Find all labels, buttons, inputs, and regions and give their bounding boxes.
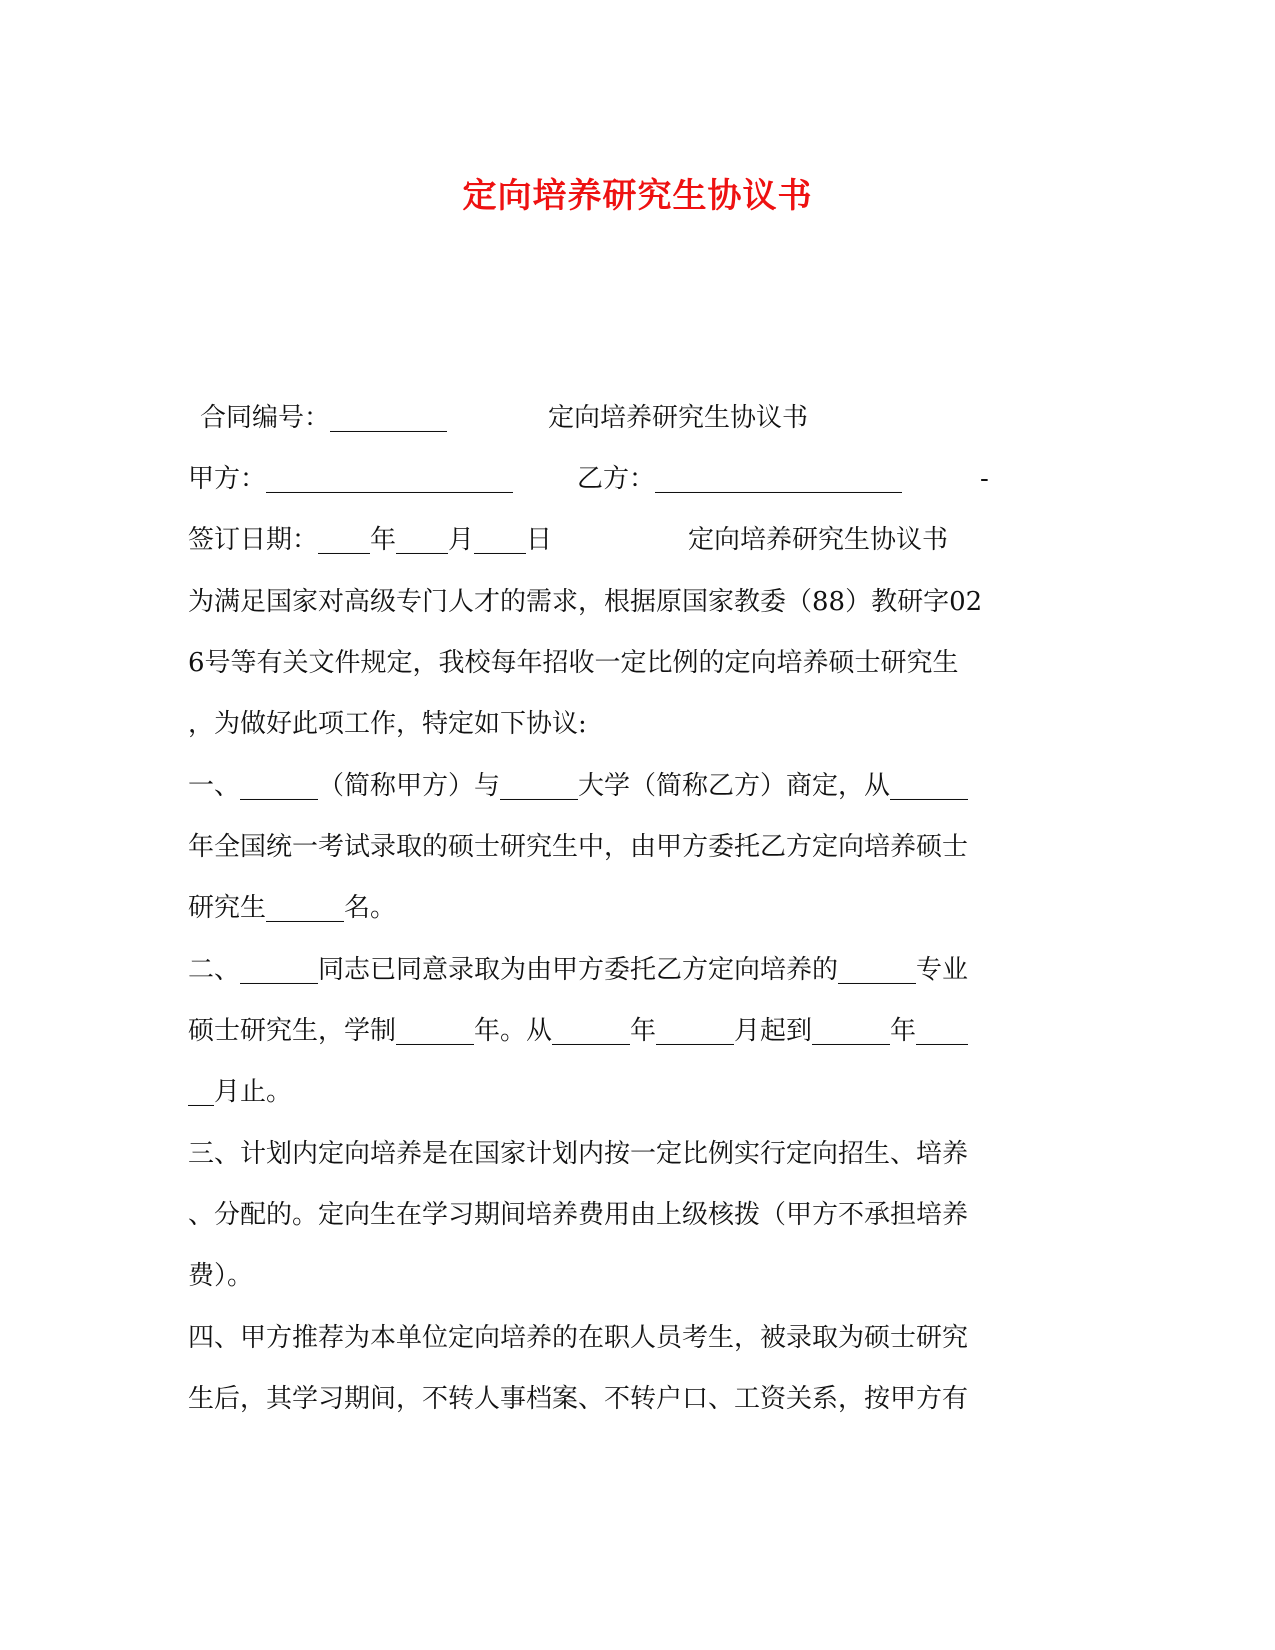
body-line: 6号等有关文件规定，我校每年招收一定比例的定向培养硕士研究生 [188, 648, 959, 678]
body-line: 二、______同志已同意录取为由甲方委托乙方定向培养的______专业 [188, 955, 969, 985]
body-line: 年全国统一考试录取的硕士研究生中，由甲方委托乙方定向培养硕士 [188, 832, 969, 862]
header-title-1: 定向培养研究生协议书 [548, 403, 809, 433]
contract-number: 合同编号：_________ [200, 403, 448, 433]
trailing-dash: - [980, 464, 989, 494]
body-line: ，为做好此项工作，特定如下协议: [188, 709, 587, 739]
body-line: 一、______（简称甲方）与______大学（简称乙方）商定，从______ [188, 771, 969, 801]
document-title: 定向培养研究生协议书 [462, 176, 813, 216]
party-a: 甲方：___________________ [188, 464, 514, 494]
body-line: __月止。 [188, 1077, 293, 1107]
body-line: 研究生______名。 [188, 893, 397, 923]
body-line: 为满足国家对高级专门人才的需求，根据原国家教委（88）教研字02 [188, 587, 983, 617]
party-b: 乙方：___________________ [577, 464, 903, 494]
header-title-2: 定向培养研究生协议书 [688, 525, 949, 555]
body-line: 、分配的。定向生在学习期间培养费用由上级核拨（甲方不承担培养 [188, 1200, 969, 1230]
sign-date: 签订日期：____年____月____日 [188, 525, 553, 555]
body-line: 三、计划内定向培养是在国家计划内按一定比例实行定向招生、培养 [188, 1139, 969, 1169]
body-line: 四、甲方推荐为本单位定向培养的在职人员考生，被录取为硕士研究 [188, 1323, 969, 1353]
body-line: 费）。 [188, 1261, 254, 1291]
body-line: 硕士研究生，学制______年。从______年______月起到______年____ [188, 1016, 969, 1046]
body-line: 生后，其学习期间，不转人事档案、不转户口、工资关系，按甲方有 [188, 1384, 969, 1414]
